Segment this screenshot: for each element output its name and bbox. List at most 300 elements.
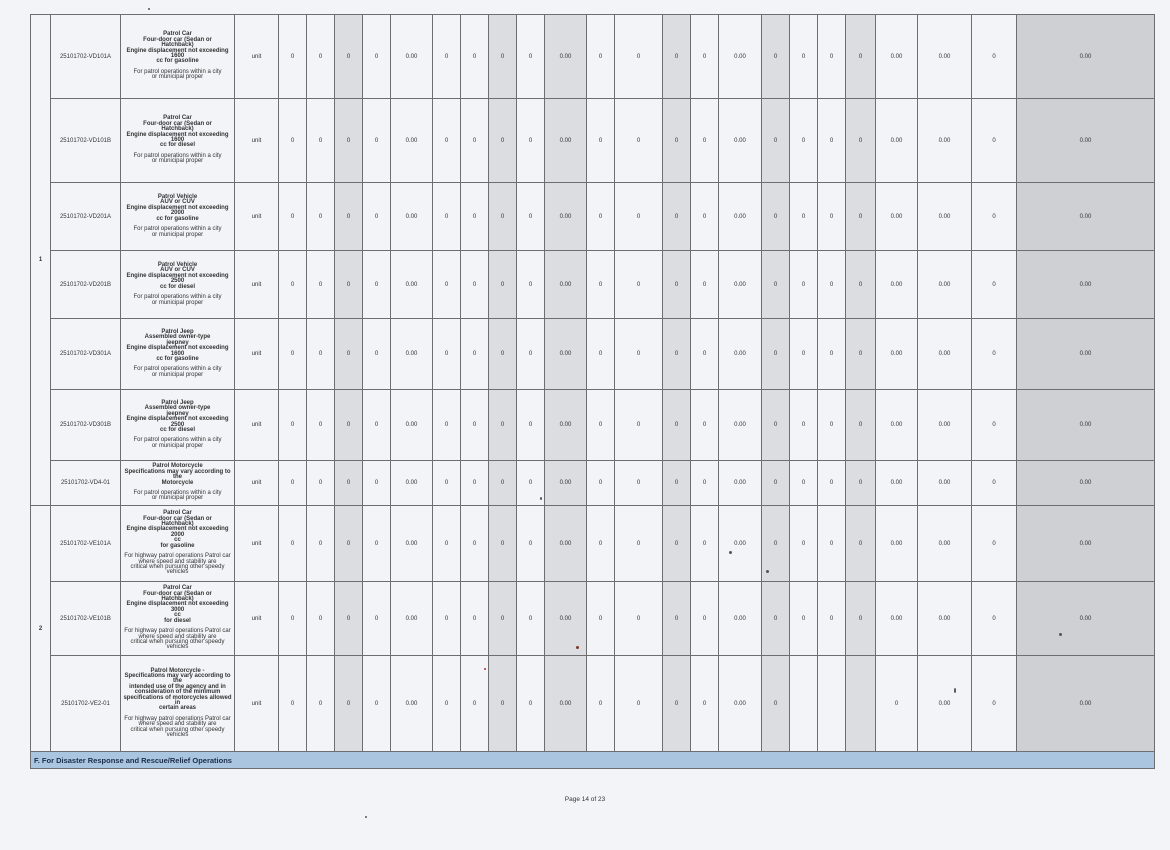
value-cell: 0 bbox=[335, 251, 363, 319]
value-cell: 0 bbox=[517, 582, 545, 656]
value-cell: 0 bbox=[587, 15, 615, 99]
value-cell: 0 bbox=[587, 183, 615, 251]
description-title: Patrol Jeep Assembled owner-type jeepney Engine displacement not exceeding 1600 cc for gasoline bbox=[126, 328, 229, 362]
value-cell: 0 bbox=[489, 15, 517, 99]
value-cell: 0 bbox=[663, 15, 691, 99]
value-cell: 0.00 bbox=[876, 319, 918, 390]
item-code: 25101702-VD301B bbox=[51, 390, 121, 461]
description-note: For patrol operations within a city or municipal proper bbox=[133, 68, 222, 81]
value-cell: 0 bbox=[790, 251, 818, 319]
value-cell: 0 bbox=[691, 390, 719, 461]
value-cell: 0 bbox=[307, 656, 335, 752]
value-cell: 0.00 bbox=[918, 461, 972, 506]
value-cell: 0 bbox=[818, 390, 846, 461]
table-row bbox=[31, 99, 1155, 183]
value-cell: 0 bbox=[790, 15, 818, 99]
value-cell: 0 bbox=[972, 15, 1017, 99]
value-cell: 0 bbox=[818, 319, 846, 390]
value-cell: 0 bbox=[691, 15, 719, 99]
value-cell: 0.00 bbox=[391, 251, 433, 319]
value-cell: 0 bbox=[279, 15, 307, 99]
value-cell: 0 bbox=[489, 99, 517, 183]
table-row bbox=[31, 390, 1155, 461]
value-cell: 0.00 bbox=[391, 656, 433, 752]
value-cell: 0.00 bbox=[876, 582, 918, 656]
value-cell: 0 bbox=[489, 183, 517, 251]
value-cell: 0.00 bbox=[918, 390, 972, 461]
value-cell: 0 bbox=[790, 319, 818, 390]
value-cell: 0 bbox=[615, 15, 663, 99]
item-description bbox=[121, 15, 235, 99]
table-row bbox=[31, 506, 1155, 582]
value-cell: 0 bbox=[363, 251, 391, 319]
value-cell: 0 bbox=[615, 251, 663, 319]
item-code: 25101702-VD301A bbox=[51, 319, 121, 390]
value-cell: 0 bbox=[433, 582, 461, 656]
value-cell: 0 bbox=[307, 582, 335, 656]
value-cell: 0 bbox=[846, 582, 876, 656]
value-cell: 0 bbox=[335, 183, 363, 251]
value-cell: 0 bbox=[846, 99, 876, 183]
value-cell: 0 bbox=[972, 251, 1017, 319]
value-cell: 0 bbox=[489, 506, 517, 582]
item-description bbox=[121, 656, 235, 752]
table-row bbox=[31, 319, 1155, 390]
value-cell: 0 bbox=[461, 183, 489, 251]
value-cell: 0 bbox=[335, 582, 363, 656]
value-cell: 0.00 bbox=[719, 461, 762, 506]
value-cell: 0 bbox=[972, 506, 1017, 582]
item-description bbox=[121, 319, 235, 390]
value-cell: 0 bbox=[335, 461, 363, 506]
value-cell: 0 bbox=[433, 15, 461, 99]
item-code: 25101702-VD201A bbox=[51, 183, 121, 251]
description-title: Patrol Car Four-door car (Sedan or Hatchback) Engine displacement not exceeding 1600 cc for diesel bbox=[126, 115, 229, 149]
value-cell: 0.00 bbox=[918, 506, 972, 582]
value-cell: 0.00 bbox=[918, 99, 972, 183]
value-cell: 0.00 bbox=[545, 15, 587, 99]
value-cell: 0 bbox=[972, 319, 1017, 390]
unit-cell: unit bbox=[235, 183, 279, 251]
value-cell: 0.00 bbox=[1017, 183, 1155, 251]
inventory-table bbox=[30, 14, 1155, 769]
value-cell: 0 bbox=[663, 461, 691, 506]
value-cell: 0 bbox=[363, 582, 391, 656]
value-cell: 0.00 bbox=[1017, 656, 1155, 752]
value-cell: 0.00 bbox=[876, 390, 918, 461]
value-cell: 0.00 bbox=[876, 99, 918, 183]
value-cell: 0.00 bbox=[545, 506, 587, 582]
value-cell: 0 bbox=[846, 183, 876, 251]
item-code: 25101702-VE101B bbox=[51, 582, 121, 656]
table-row bbox=[31, 582, 1155, 656]
value-cell: 0 bbox=[818, 506, 846, 582]
value-cell: 0 bbox=[790, 582, 818, 656]
item-code: 25101702-VD4-01 bbox=[51, 461, 121, 506]
description-title: Patrol Car Four-door car (Sedan or Hatchback) Engine displacement not exceeding 2000 cc for gasoline bbox=[126, 510, 229, 549]
value-cell: 0 bbox=[615, 582, 663, 656]
value-cell: 0 bbox=[433, 183, 461, 251]
value-cell: 0 bbox=[790, 506, 818, 582]
unit-cell: unit bbox=[235, 15, 279, 99]
scan-speck bbox=[766, 570, 769, 573]
unit-cell: unit bbox=[235, 99, 279, 183]
value-cell: 0 bbox=[790, 390, 818, 461]
scan-speck bbox=[484, 668, 486, 670]
value-cell: 0 bbox=[663, 656, 691, 752]
value-cell: 0.00 bbox=[918, 582, 972, 656]
unit-cell: unit bbox=[235, 656, 279, 752]
value-cell: 0 bbox=[307, 319, 335, 390]
value-cell: 0 bbox=[461, 656, 489, 752]
value-cell: 0 bbox=[762, 656, 790, 752]
value-cell: 0 bbox=[517, 99, 545, 183]
value-cell: 0 bbox=[279, 506, 307, 582]
description-note: For patrol operations within a city or municipal proper bbox=[133, 294, 222, 306]
value-cell: 0 bbox=[818, 251, 846, 319]
value-cell: 0 bbox=[615, 506, 663, 582]
value-cell: 0 bbox=[517, 506, 545, 582]
value-cell: 0 bbox=[335, 99, 363, 183]
item-code: 25101702-VD101B bbox=[51, 99, 121, 183]
value-cell: 0.00 bbox=[545, 656, 587, 752]
value-cell: 0 bbox=[587, 390, 615, 461]
value-cell: 0.00 bbox=[719, 15, 762, 99]
description-note: For patrol operations within a city or municipal proper bbox=[133, 437, 222, 449]
value-cell: 0 bbox=[363, 506, 391, 582]
value-cell: 0 bbox=[517, 251, 545, 319]
description-note: For highway patrol operations Patrol car where speed and stability are critical when pursuing other speedy vehicles bbox=[124, 553, 231, 576]
value-cell: 0.00 bbox=[545, 251, 587, 319]
value-cell: 0 bbox=[663, 390, 691, 461]
value-cell: 0 bbox=[587, 506, 615, 582]
value-cell: 0.00 bbox=[545, 99, 587, 183]
value-cell: 0 bbox=[663, 582, 691, 656]
scan-speck bbox=[540, 497, 542, 500]
value-cell: 0.00 bbox=[719, 183, 762, 251]
value-cell: 0 bbox=[818, 99, 846, 183]
value-cell: 0.00 bbox=[719, 251, 762, 319]
value-cell: 0.00 bbox=[545, 319, 587, 390]
value-cell: 0 bbox=[587, 251, 615, 319]
value-cell: 0 bbox=[307, 506, 335, 582]
value-cell bbox=[846, 656, 876, 752]
value-cell: 0 bbox=[762, 319, 790, 390]
value-cell: 0 bbox=[363, 319, 391, 390]
value-cell: 0 bbox=[279, 390, 307, 461]
value-cell: 0 bbox=[363, 183, 391, 251]
table-row bbox=[31, 15, 1155, 99]
value-cell: 0 bbox=[762, 15, 790, 99]
value-cell: 0 bbox=[307, 461, 335, 506]
value-cell: 0 bbox=[615, 183, 663, 251]
item-description bbox=[121, 461, 235, 506]
value-cell: 0 bbox=[663, 99, 691, 183]
value-cell: 0.00 bbox=[391, 15, 433, 99]
item-description bbox=[121, 99, 235, 183]
value-cell: 0 bbox=[587, 461, 615, 506]
description-title: Patrol Vehicle AUV or CUV Engine displacement not exceeding 2000 cc for gasoline bbox=[126, 194, 229, 222]
value-cell: 0 bbox=[691, 506, 719, 582]
description-title: Patrol Vehicle AUV or CUV Engine displacement not exceeding 2500 cc for diesel bbox=[126, 262, 229, 290]
value-cell: 0 bbox=[279, 319, 307, 390]
item-code: 25101702-VE101A bbox=[51, 506, 121, 582]
value-cell: 0 bbox=[615, 656, 663, 752]
value-cell: 0 bbox=[363, 15, 391, 99]
scan-speck bbox=[576, 646, 579, 649]
value-cell: 0 bbox=[461, 506, 489, 582]
value-cell: 0.00 bbox=[918, 15, 972, 99]
value-cell: 0.00 bbox=[719, 506, 762, 582]
item-description bbox=[121, 251, 235, 319]
value-cell: 0.00 bbox=[719, 390, 762, 461]
value-cell: 0 bbox=[762, 461, 790, 506]
value-cell: 0.00 bbox=[719, 99, 762, 183]
description-note: For patrol operations within a city or municipal proper bbox=[133, 489, 222, 502]
value-cell: 0 bbox=[279, 183, 307, 251]
value-cell: 0.00 bbox=[918, 656, 972, 752]
scan-speck bbox=[1059, 633, 1062, 636]
group-number: 1 bbox=[31, 15, 51, 506]
value-cell: 0.00 bbox=[876, 461, 918, 506]
value-cell: 0 bbox=[663, 319, 691, 390]
value-cell: 0 bbox=[818, 15, 846, 99]
description-note: For highway patrol operations Patrol car where speed and stability are critical when pursuing other speedy vehicles bbox=[124, 628, 231, 651]
value-cell: 0 bbox=[489, 461, 517, 506]
value-cell: 0 bbox=[335, 319, 363, 390]
item-code: 25101702-VE2-01 bbox=[51, 656, 121, 752]
item-code: 25101702-VD101A bbox=[51, 15, 121, 99]
table-row bbox=[31, 251, 1155, 319]
value-cell: 0 bbox=[433, 99, 461, 183]
unit-cell: unit bbox=[235, 319, 279, 390]
unit-cell: unit bbox=[235, 390, 279, 461]
value-cell: 0 bbox=[307, 251, 335, 319]
value-cell: 0.00 bbox=[391, 99, 433, 183]
value-cell: 0 bbox=[489, 582, 517, 656]
value-cell: 0.00 bbox=[1017, 461, 1155, 506]
value-cell: 0.00 bbox=[719, 656, 762, 752]
value-cell: 0 bbox=[762, 251, 790, 319]
value-cell: 0 bbox=[972, 99, 1017, 183]
value-cell: 0 bbox=[846, 251, 876, 319]
table-row bbox=[31, 461, 1155, 506]
value-cell: 0 bbox=[972, 461, 1017, 506]
value-cell: 0 bbox=[307, 390, 335, 461]
value-cell: 0 bbox=[790, 461, 818, 506]
value-cell: 0 bbox=[461, 99, 489, 183]
value-cell: 0 bbox=[489, 319, 517, 390]
value-cell: 0 bbox=[461, 251, 489, 319]
item-description bbox=[121, 183, 235, 251]
value-cell: 0 bbox=[363, 99, 391, 183]
description-note: For patrol operations within a city or municipal proper bbox=[133, 226, 222, 238]
scan-speck bbox=[954, 688, 956, 693]
description-note: For highway patrol operations Patrol car where speed and stability are critical when pursuing other speedy vehicles bbox=[124, 715, 231, 739]
value-cell: 0 bbox=[587, 582, 615, 656]
scan-speck bbox=[729, 551, 732, 554]
value-cell: 0 bbox=[972, 390, 1017, 461]
value-cell: 0 bbox=[461, 582, 489, 656]
section-header-row bbox=[31, 752, 1155, 769]
description-title: Patrol Motorcycle Specifications may vary according to the Motorcycle bbox=[124, 463, 231, 486]
value-cell: 0.00 bbox=[918, 251, 972, 319]
value-cell: 0.00 bbox=[391, 506, 433, 582]
value-cell: 0.00 bbox=[719, 582, 762, 656]
value-cell: 0 bbox=[433, 390, 461, 461]
value-cell: 0 bbox=[691, 99, 719, 183]
value-cell: 0 bbox=[335, 390, 363, 461]
value-cell: 0 bbox=[517, 183, 545, 251]
scan-speck bbox=[148, 8, 150, 10]
value-cell: 0.00 bbox=[918, 319, 972, 390]
unit-cell: unit bbox=[235, 461, 279, 506]
unit-cell: unit bbox=[235, 251, 279, 319]
value-cell: 0.00 bbox=[545, 183, 587, 251]
value-cell: 0 bbox=[433, 251, 461, 319]
value-cell: 0 bbox=[762, 390, 790, 461]
value-cell bbox=[818, 656, 846, 752]
value-cell: 0 bbox=[846, 506, 876, 582]
value-cell: 0 bbox=[691, 251, 719, 319]
scan-speck bbox=[365, 816, 367, 818]
value-cell: 0 bbox=[517, 461, 545, 506]
value-cell: 0 bbox=[615, 319, 663, 390]
value-cell: 0 bbox=[972, 582, 1017, 656]
unit-cell: unit bbox=[235, 506, 279, 582]
value-cell: 0 bbox=[587, 656, 615, 752]
value-cell: 0.00 bbox=[1017, 390, 1155, 461]
value-cell: 0.00 bbox=[1017, 582, 1155, 656]
value-cell bbox=[790, 656, 818, 752]
item-description bbox=[121, 390, 235, 461]
value-cell: 0.00 bbox=[876, 15, 918, 99]
value-cell: 0 bbox=[461, 15, 489, 99]
value-cell: 0.00 bbox=[876, 251, 918, 319]
item-code: 25101702-VD201B bbox=[51, 251, 121, 319]
value-cell: 0 bbox=[615, 99, 663, 183]
description-title: Patrol Jeep Assembled owner-type jeepney Engine displacement not exceeding 2500 cc for diesel bbox=[126, 399, 229, 433]
value-cell: 0 bbox=[461, 319, 489, 390]
value-cell: 0 bbox=[517, 390, 545, 461]
value-cell: 0.00 bbox=[1017, 15, 1155, 99]
value-cell: 0 bbox=[489, 251, 517, 319]
value-cell: 0 bbox=[846, 390, 876, 461]
value-cell: 0 bbox=[335, 656, 363, 752]
value-cell: 0.00 bbox=[1017, 319, 1155, 390]
value-cell: 0 bbox=[587, 319, 615, 390]
value-cell: 0 bbox=[691, 319, 719, 390]
value-cell: 0.00 bbox=[545, 390, 587, 461]
value-cell: 0.00 bbox=[1017, 251, 1155, 319]
value-cell: 0 bbox=[279, 99, 307, 183]
value-cell: 0 bbox=[433, 461, 461, 506]
value-cell: 0.00 bbox=[1017, 506, 1155, 582]
value-cell: 0.00 bbox=[1017, 99, 1155, 183]
value-cell: 0 bbox=[489, 390, 517, 461]
value-cell: 0 bbox=[461, 461, 489, 506]
value-cell: 0 bbox=[363, 461, 391, 506]
item-description bbox=[121, 506, 235, 582]
value-cell: 0 bbox=[335, 15, 363, 99]
group-number: 2 bbox=[31, 506, 51, 752]
value-cell: 0 bbox=[691, 183, 719, 251]
value-cell: 0 bbox=[663, 183, 691, 251]
value-cell: 0 bbox=[762, 506, 790, 582]
table-row bbox=[31, 183, 1155, 251]
value-cell: 0 bbox=[691, 461, 719, 506]
value-cell: 0.00 bbox=[391, 461, 433, 506]
value-cell: 0.00 bbox=[876, 183, 918, 251]
value-cell: 0.00 bbox=[545, 461, 587, 506]
value-cell: 0 bbox=[663, 506, 691, 582]
value-cell: 0.00 bbox=[391, 183, 433, 251]
value-cell: 0 bbox=[433, 506, 461, 582]
value-cell: 0 bbox=[691, 656, 719, 752]
value-cell: 0 bbox=[876, 656, 918, 752]
value-cell: 0 bbox=[691, 582, 719, 656]
value-cell: 0 bbox=[279, 582, 307, 656]
page-number: Page 14 of 23 bbox=[564, 796, 606, 803]
value-cell: 0 bbox=[279, 461, 307, 506]
description-title: Patrol Motorcycle - Specifications may vary according to the intended use of the agency and in consideration of the minimum specifications of motorcycles allowed in certain areas bbox=[123, 667, 232, 712]
value-cell: 0 bbox=[279, 656, 307, 752]
value-cell: 0 bbox=[818, 183, 846, 251]
value-cell: 0 bbox=[461, 390, 489, 461]
description-note: For patrol operations within a city or municipal proper bbox=[133, 366, 222, 378]
value-cell: 0 bbox=[762, 99, 790, 183]
value-cell: 0 bbox=[972, 183, 1017, 251]
value-cell: 0 bbox=[846, 461, 876, 506]
value-cell: 0.00 bbox=[545, 582, 587, 656]
value-cell: 0 bbox=[433, 656, 461, 752]
value-cell: 0 bbox=[790, 183, 818, 251]
value-cell: 0.00 bbox=[918, 183, 972, 251]
value-cell: 0 bbox=[279, 251, 307, 319]
value-cell: 0 bbox=[307, 99, 335, 183]
value-cell: 0.00 bbox=[876, 506, 918, 582]
value-cell: 0 bbox=[587, 99, 615, 183]
value-cell: 0 bbox=[818, 582, 846, 656]
value-cell: 0.00 bbox=[391, 390, 433, 461]
value-cell: 0 bbox=[517, 656, 545, 752]
value-cell: 0 bbox=[363, 656, 391, 752]
value-cell: 0 bbox=[615, 390, 663, 461]
value-cell: 0 bbox=[489, 656, 517, 752]
unit-cell: unit bbox=[235, 582, 279, 656]
value-cell: 0.00 bbox=[719, 319, 762, 390]
value-cell: 0 bbox=[517, 319, 545, 390]
value-cell: 0 bbox=[790, 99, 818, 183]
value-cell: 0 bbox=[663, 251, 691, 319]
table-row bbox=[31, 656, 1155, 752]
value-cell: 0 bbox=[517, 15, 545, 99]
value-cell: 0 bbox=[363, 390, 391, 461]
item-description bbox=[121, 582, 235, 656]
description-title: Patrol Car Four-door car (Sedan or Hatchback) Engine displacement not exceeding 3000 cc for diesel bbox=[126, 585, 229, 624]
value-cell: 0 bbox=[762, 183, 790, 251]
value-cell: 0.00 bbox=[391, 319, 433, 390]
value-cell: 0 bbox=[846, 15, 876, 99]
description-note: For patrol operations within a city or municipal proper bbox=[133, 152, 222, 165]
value-cell: 0 bbox=[307, 15, 335, 99]
value-cell: 0.00 bbox=[391, 582, 433, 656]
description-title: Patrol Car Four-door car (Sedan or Hatchback) Engine displacement not exceeding 1600 cc for gasoline bbox=[126, 31, 229, 65]
value-cell: 0 bbox=[615, 461, 663, 506]
value-cell: 0 bbox=[762, 582, 790, 656]
section-label: F. For Disaster Response and Rescue/Relief Operations bbox=[31, 752, 1155, 769]
value-cell: 0 bbox=[335, 506, 363, 582]
